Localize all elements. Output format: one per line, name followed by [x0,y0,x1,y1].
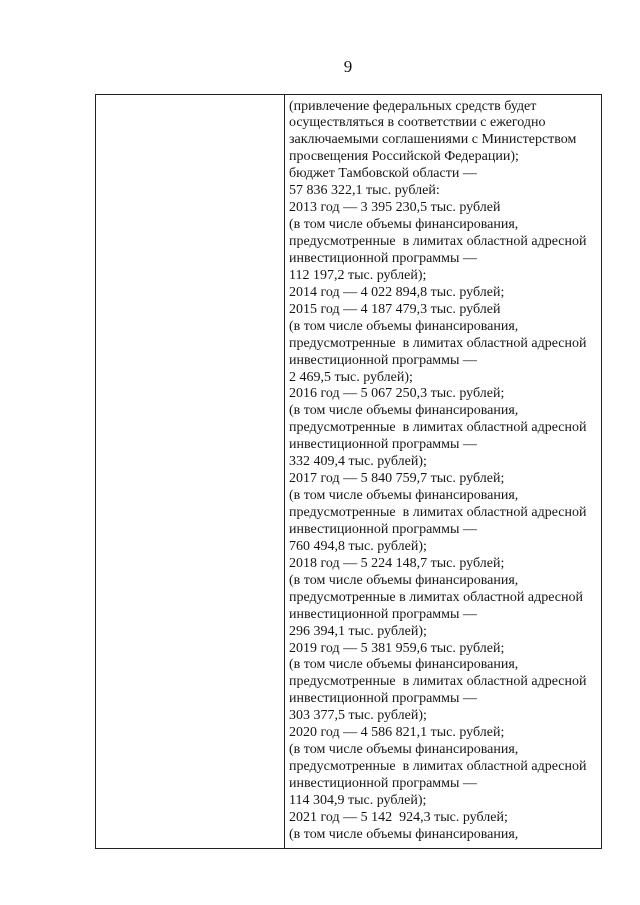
year-amount-line: 2015 год — 4 187 479,3 тыс. рублей [289,301,501,317]
year-note-line: инвестиционной программы — [289,521,477,537]
year-note-line: (в том числе объемы финансирования, [289,318,519,334]
year-amount-line: 2018 год — 5 224 148,7 тыс. рублей; [289,555,505,571]
year-note-line: 760 494,8 тыс. рублей); [289,538,427,554]
year-note-line: (в том числе объемы финансирования, [289,826,519,842]
table-right-cell [285,95,601,848]
year-note-line: предусмотренные в лимитах областной адресной [289,234,587,249]
year-amount-line: 2021 год — 5 142 924,3 тыс. рублей; [289,809,508,825]
year-note-line: 296 394,1 тыс. рублей); [289,623,427,639]
year-note-line: инвестиционной программы — [289,250,477,266]
year-note-line: (в том числе объемы финансирования, [289,572,519,588]
year-note-line: (в том числе объемы финансирования, [289,657,519,673]
year-amount-line: 2016 год — 5 067 250,3 тыс. рублей; [289,386,505,402]
year-note-line: инвестиционной программы — [289,691,477,707]
year-note-line: инвестиционной программы — [289,352,477,368]
year-note-line: предусмотренные в лимитах областной адресной [289,335,587,351]
year-note-line: 112 197,2 тыс. рублей); [289,267,427,283]
year-note-line: инвестиционной программы — [289,776,477,791]
federal-note-line: заключаемыми соглашениями с Министерством [289,132,577,148]
regional-budget-total: 57 836 322,1 тыс. рублей: [289,183,440,199]
year-note-line: предусмотренные в лимитах областной адресной [289,420,587,436]
year-note-line: инвестиционной программы — [289,606,477,622]
year-note-line: (в том числе объемы финансирования, [289,742,519,758]
year-amount-line: 2014 год — 4 022 894,8 тыс. рублей; [289,284,505,300]
year-amount-line: 2017 год — 5 840 759,7 тыс. рублей; [289,471,505,487]
year-note-line: 2 469,5 тыс. рублей); [289,369,413,385]
year-amount-line: 2020 год — 4 586 821,1 тыс. рублей; [289,725,505,741]
page-number: 9 [343,57,353,76]
regional-budget-label: бюджет Тамбовской области — [289,166,477,182]
funding-table [95,94,602,849]
year-note-line: 303 377,5 тыс. рублей); [289,708,427,724]
funding-text-block [289,99,599,844]
year-note-line: (в том числе объемы финансирования, [289,217,519,233]
federal-note-line: просвещения Российской Федерации); [289,149,519,165]
year-note-line: 114 304,9 тыс. рублей); [289,792,427,808]
year-note-line: предусмотренные в лимитах областной адресной [289,589,583,605]
year-note-line: 332 409,4 тыс. рублей); [289,454,427,470]
year-note-line: предусмотренные в лимитах областной адресной [289,759,587,775]
year-note-line: предусмотренные в лимитах областной адресной [289,674,587,690]
table-left-cell [96,95,285,848]
federal-note-line: (привлечение федеральных средств будет [289,98,537,114]
year-note-line: инвестиционной программы — [289,437,477,453]
year-amount-line: 2013 год — 3 395 230,5 тыс. рублей [289,200,501,216]
year-note-line: (в том числе объемы финансирования, [289,488,519,504]
year-note-line: предусмотренные в лимитах областной адресной [289,505,587,520]
year-note-line: (в том числе объемы финансирования, [289,403,519,419]
federal-note-line: осуществляться в соответствии с ежегодно [289,115,546,131]
year-amount-line: 2019 год — 5 381 959,6 тыс. рублей; [289,640,505,656]
